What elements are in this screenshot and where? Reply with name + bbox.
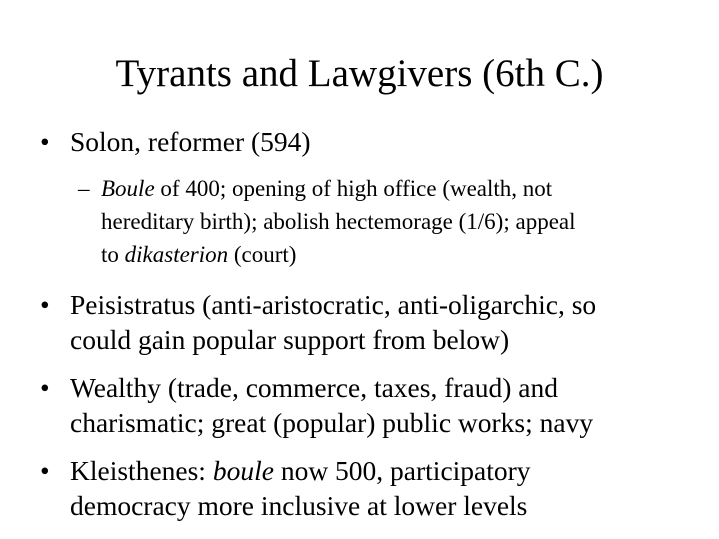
bullet-text-line <box>70 453 710 488</box>
bullet-text: could gain popular support from below) <box>70 324 510 355</box>
bullet-wealthy <box>40 370 710 440</box>
sub-bullet-dash-icon: – <box>78 176 90 201</box>
sub-bullet-text: to <box>101 242 125 267</box>
sub-bullet-text: (court) <box>228 242 297 267</box>
bullet-solon <box>40 124 710 159</box>
term-boule: Boule <box>101 176 155 201</box>
bullet-text: Solon, reformer (594) <box>70 126 311 157</box>
bullet-icon: • <box>40 455 50 486</box>
bullet-peisistratus <box>40 287 710 357</box>
bullet-text: Wealthy (trade, commerce, taxes, fraud) and <box>70 372 558 403</box>
sub-bullet-text: of 400; opening of high office (wealth, not <box>154 176 553 201</box>
bullet-text: Kleisthenes: <box>70 455 213 486</box>
slide-body <box>40 124 710 536</box>
bullet-text: democracy more inclusive at lower levels <box>70 490 528 521</box>
sub-bullet-line <box>101 238 710 271</box>
bullet-kleisthenes <box>40 453 710 523</box>
bullet-text: Peisistratus (anti-aristocratic, anti-oligarchic, so <box>70 289 597 320</box>
sub-bullet-solon-reforms <box>40 172 710 271</box>
slide-title: Tyrants and Lawgivers (6th C.) <box>115 52 604 95</box>
bullet-text: now 500, participatory <box>273 455 531 486</box>
term-boule: boule <box>212 455 274 486</box>
bullet-icon: • <box>40 289 50 320</box>
bullet-icon: • <box>40 372 50 403</box>
bullet-icon: • <box>40 126 50 157</box>
sub-bullet-line <box>101 172 710 205</box>
term-dikasterion: dikasterion <box>124 242 229 267</box>
bullet-text: charismatic; great (popular) public works; navy <box>70 407 594 438</box>
sub-bullet-line: hereditary birth); abolish hectemorage (1/6); appeal <box>101 209 576 234</box>
